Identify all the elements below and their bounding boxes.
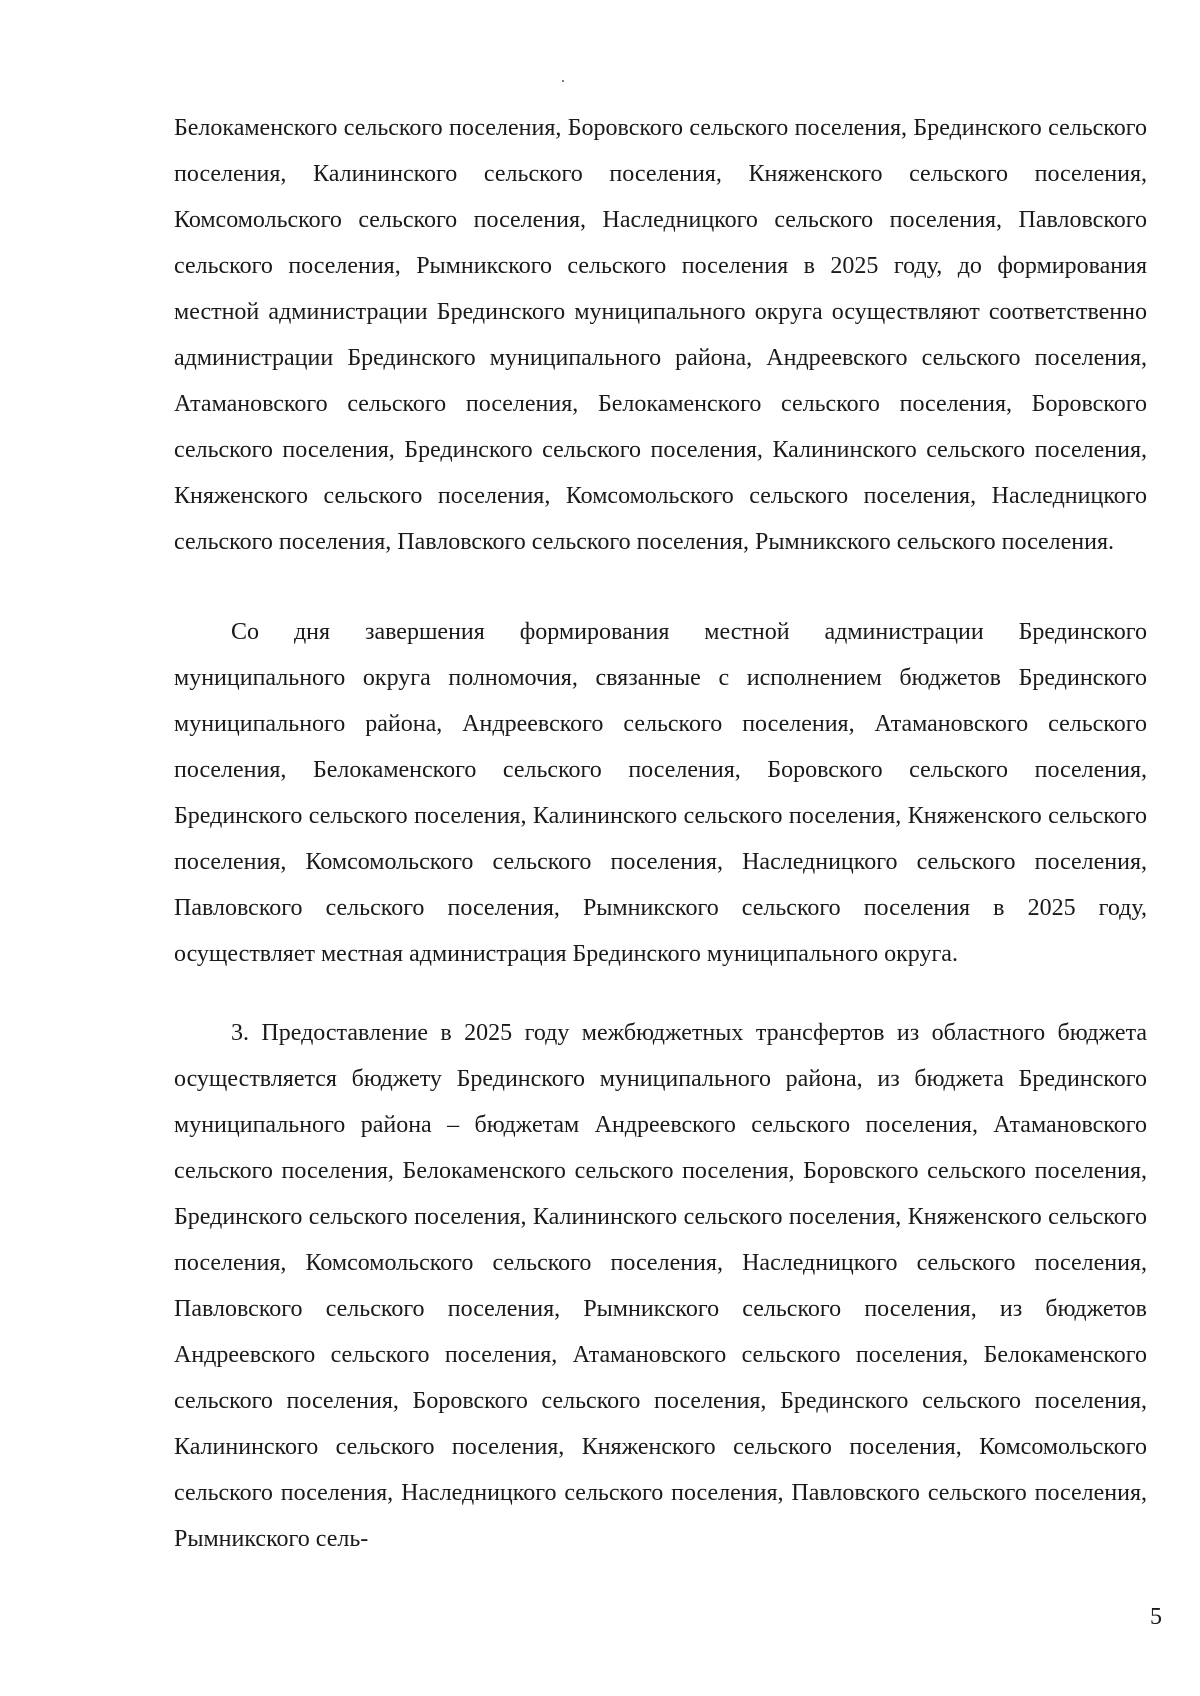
- paragraph-interbudget-transfers: 3. Предоставление в 2025 году межбюджетных трансфертов из областного бюджета осуществляется бюджету Брединского муниципального района, из бюджета Брединского муниципального района – бюджетам Андреевского сельского поселения, Атамановского сельского поселения, Белокаменского сельского поселения, Боровского сельского поселения, Брединского сельского поселения, Калининского сельского поселения, Княженского сельского поселения, Комсомольского сельского поселения, Наследницкого сельского поселения, Павловского сельского поселения, Рымникского сельского поселения, из бюджетов Андреевского сельского поселения, Атамановского сельского поселения, Белокаменского сельского поселения, Боровского сельского поселения, Брединского сельского поселения, Калининского сельского поселения, Княженского сельского поселения, Комсомольского сельского поселения, Наследницкого сельского поселения, Павловского сельского поселения, Рымникского сель-: [174, 1020, 1147, 1552]
- paragraph-continuation: Белокаменского сельского поселения, Боровского сельского поселения, Брединского сельского поселения, Калининского сельского поселения, Княженского сельского поселения, Комсомольского сельского поселения, Наследницкого сельского поселения, Павловского сельского поселения, Рымникского сельского поселения в 2025 году, до формирования местной администрации Брединского муниципального округа осуществляют соответственно администрации Брединского муниципального района, Андреевского сельского поселения, Атамановского сельского поселения, Белокаменского сельского поселения, Боровского сельского поселения, Брединского сельского поселения, Калининского сельского поселения, Княженского сельского поселения, Комсомольского сельского поселения, Наследницкого сельского поселения, Павловского сельского поселения, Рымникского сельского поселения.: [174, 115, 1147, 555]
- page-number: 5: [1150, 1604, 1162, 1630]
- paragraph-budget-execution: Со дня завершения формирования местной администрации Брединского муниципального округа полномочия, связанные с исполнением бюджетов Брединского муниципального района, Андреевского сельского поселения, Атамановского сельского поселения, Белокаменского сельского поселения, Боровского сельского поселения, Брединского сельского поселения, Калининского сельского поселения, Княженского сельского поселения, Комсомольского сельского поселения, Наследницкого сельского поселения, Павловского сельского поселения, Рымникского сельского поселения в 2025 году, осуществляет местная администрация Брединского муниципального округа.: [174, 619, 1147, 967]
- scan-speck: [562, 80, 564, 82]
